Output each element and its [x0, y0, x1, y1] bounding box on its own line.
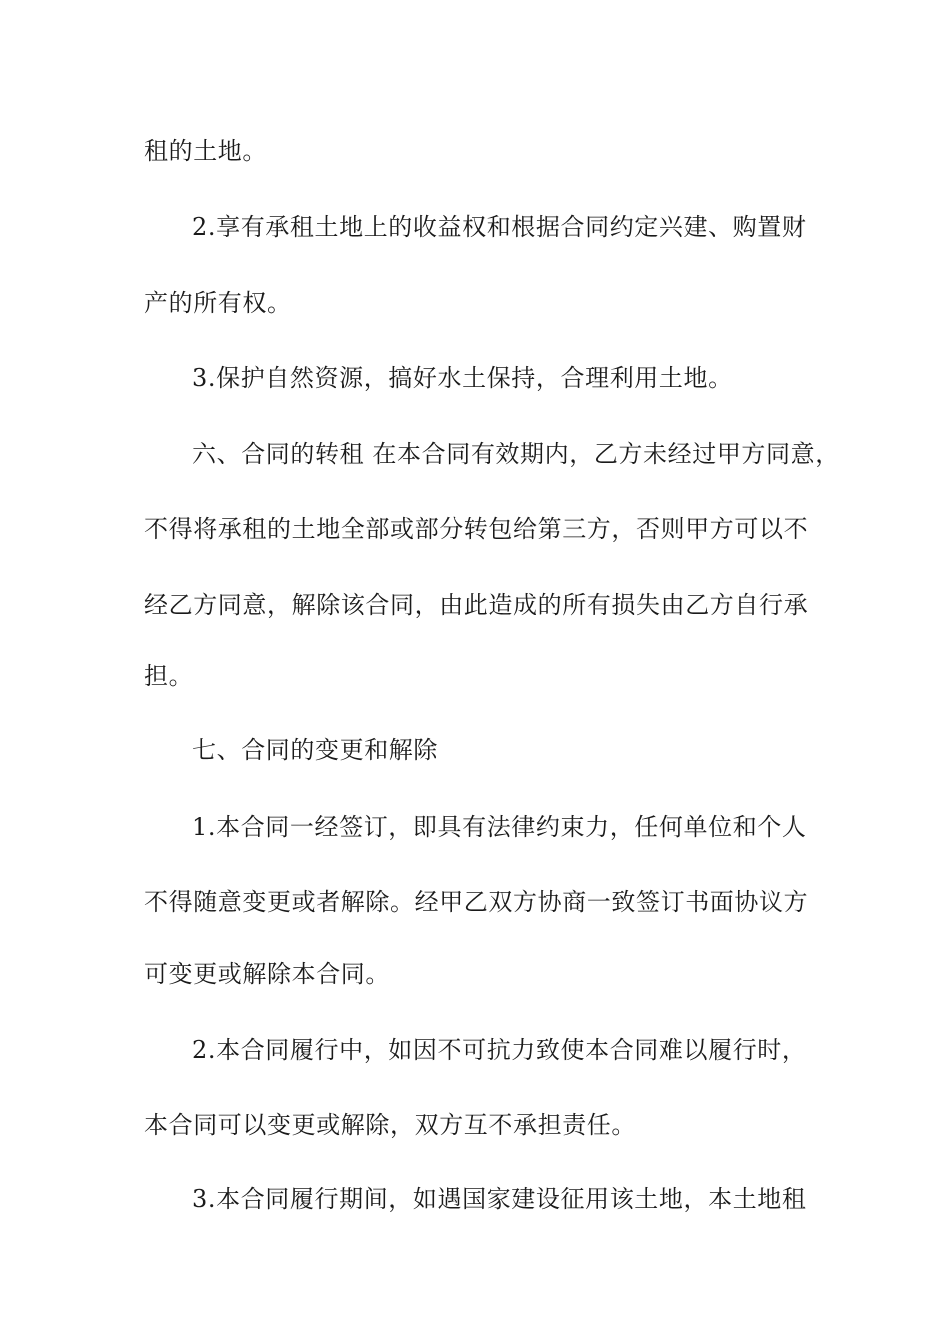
text-line: 1.本合同一经签订，即具有法律约束力，任何单位和个人: [192, 813, 807, 841]
text-line: 担。: [144, 662, 194, 690]
text-line: 2.享有承租土地上的收益权和根据合同约定兴建、购置财: [192, 213, 807, 241]
text-line: 可变更或解除本合同。: [144, 960, 390, 988]
text-line: 租的土地。: [144, 137, 267, 165]
text-line: 3.本合同履行期间，如遇国家建设征用该土地，本土地租: [192, 1185, 807, 1213]
text-line: 不得将承租的土地全部或部分转包给第三方，否则甲方可以不: [144, 515, 809, 543]
text-line: 产的所有权。: [144, 289, 292, 317]
text-line: 3.保护自然资源，搞好水土保持，合理利用土地。: [192, 364, 733, 392]
text-line: 不得随意变更或者解除。经甲乙双方协商一致签订书面协议方: [144, 888, 809, 916]
text-line: 六、合同的转租 在本合同有效期内，乙方未经过甲方同意，: [192, 440, 840, 468]
text-line: 本合同可以变更或解除，双方互不承担责任。: [144, 1111, 636, 1139]
text-line: 2.本合同履行中，如因不可抗力致使本合同难以履行时，: [192, 1036, 807, 1064]
section-heading: 七、合同的变更和解除: [192, 736, 438, 764]
text-line: 经乙方同意，解除该合同，由此造成的所有损失由乙方自行承: [144, 591, 809, 619]
